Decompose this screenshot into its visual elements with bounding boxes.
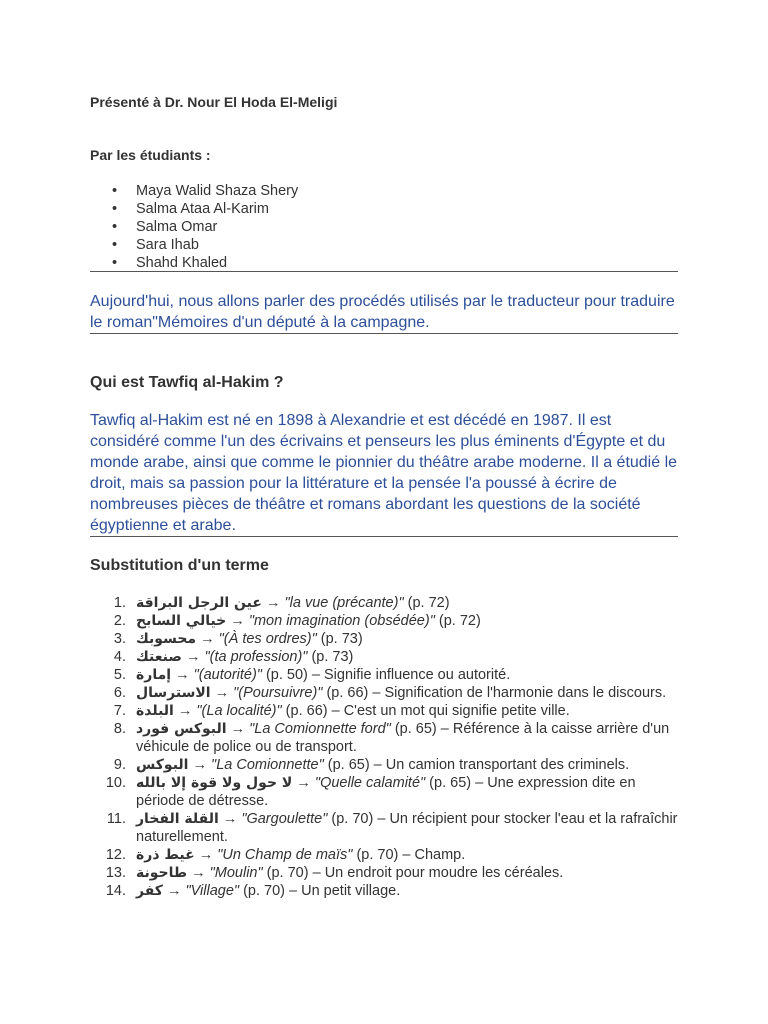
term-translation: "Un Champ de maïs" [217,847,353,863]
term-arrow: → [185,649,201,665]
term-item [90,702,680,720]
term-arrow: → [200,631,215,647]
term-item [90,810,680,846]
term-number: 3. [113,631,126,647]
term-arrow: → [192,757,208,773]
term-translation: "(La localité)" [196,703,282,719]
student-item: • Shahd Khaled [90,254,680,272]
term-description: (p. 73) [316,631,363,647]
student-item: • Sara Ihab [90,236,680,254]
terms-heading: Substitution d'un terme [90,557,269,574]
term-arabic: البلدة [136,703,174,719]
term-item [90,882,680,900]
term-arrow: → [230,721,246,737]
term-arabic: البوكس فورد [136,721,227,737]
term-number: 12. [105,847,126,863]
term-arabic: الاسترسال [136,685,211,701]
term-description: (p. 70) – Un endroit pour moudre les céréales. [262,865,564,881]
student-item: • Salma Omar [90,218,680,236]
term-arabic: طاحونة [136,865,188,881]
term-number: 7. [113,703,126,719]
term-arrow: → [166,883,182,899]
term-item [90,864,680,882]
term-description: (p. 66) – Signification de l'harmonie dans le discours. [322,685,667,701]
term-number: 1. [113,595,126,611]
term-arrow: → [198,847,214,863]
term-arabic: محسوبك [136,631,197,647]
term-item [90,756,680,774]
term-arabic: لا حول ولا قوة إلا بالله [136,775,293,791]
term-number: 14. [105,883,126,899]
term-translation: "Village" [185,883,240,899]
term-arabic: البوكس [136,757,189,773]
term-arrow: → [191,865,206,881]
intro-paragraph: Aujourd'hui, nous allons parler des procédés utilisés par le traducteur pour traduire le roman"Mémoires d'un député à la campagne. [90,293,675,331]
term-item [90,684,680,702]
term-translation: "(autorité)" [193,667,262,683]
divider [90,271,678,272]
term-item [90,720,680,756]
term-item [90,774,680,810]
term-item [90,846,680,864]
term-description: (p. 72) [403,595,450,611]
term-number: 10. [105,775,126,791]
term-arabic: القلة الفخار [136,811,219,827]
term-description: (p. 72) [434,613,481,629]
term-number: 2. [113,613,126,629]
term-description: (p. 65) – Référence à la caisse arrière d'un véhicule de police ou de transport. [136,721,670,755]
term-translation: "La Comionnette" [211,757,324,773]
term-number: 6. [113,685,126,701]
term-arabic: عين الرجل البراقة [136,595,262,611]
term-description: (p. 70) – Un récipient pour stocker l'eau et la rafraîchir naturellement. [136,811,678,845]
term-arabic: غيط ذرة [136,847,195,863]
term-description: (p. 65) – Un camion transportant des criminels. [323,757,630,773]
term-arrow: → [177,703,193,719]
term-translation: "Moulin" [209,865,263,881]
term-description: (p. 70) – Un petit village. [239,883,401,899]
term-translation: "Quelle calamité" [314,775,426,791]
term-translation: "La Comionnette ford" [249,721,391,737]
term-number: 11. [106,811,126,827]
term-translation: "mon imagination (obsédée)" [248,613,435,629]
students-heading: Par les étudiants : [90,147,211,163]
bio-paragraph: Tawfiq al-Hakim est né en 1898 à Alexandrie et est décédé en 1987. Il est considéré comme l'un des écrivains et penseurs les plus éminents d'Égypte et du monde arabe, ainsi que comme le pionnier du théâtre arabe moderne. Il a étudié le droit, mais sa passion pour la littérature et la pensée l'a poussé à écrire de nombreuses pièces de théâtre et romans abordant les questions de la société égyptienne et arabe. [90,412,678,534]
term-number: 5. [113,667,126,683]
term-number: 9. [113,757,126,773]
term-number: 8. [113,721,126,737]
term-arrow: → [175,667,190,683]
term-arabic: صنعتك [136,649,182,665]
term-translation: "Gargoulette" [241,811,328,827]
term-arabic: خيالي السابح [136,613,227,629]
term-arabic: إمارة [136,667,172,683]
term-arrow: → [265,595,281,611]
divider [90,536,678,537]
term-item [90,612,680,630]
presented-to-line: Présenté à Dr. Nour El Hoda El-Meligi [90,94,338,110]
terms-list [90,594,680,900]
term-description: (p. 70) – Champ. [352,847,466,863]
term-arrow: → [230,613,245,629]
term-item [90,630,680,648]
term-arabic: كفر [136,883,163,899]
term-translation: "(ta profession)" [204,649,308,665]
term-item [90,666,680,684]
term-translation: "(Poursuivre)" [233,685,323,701]
term-arrow: → [296,775,311,791]
term-arrow: → [222,811,238,827]
term-item [90,648,680,666]
term-number: 13. [105,865,126,881]
term-translation: "la vue (précante)" [284,595,404,611]
term-description: (p. 66) – C'est un mot qui signifie petite ville. [281,703,570,719]
student-item: • Salma Ataa Al-Karim [90,200,680,218]
divider [90,333,678,334]
student-list [90,182,680,272]
term-translation: "(À tes ordres)" [218,631,317,647]
term-description: (p. 73) [307,649,354,665]
bio-heading: Qui est Tawfiq al-Hakim ? [90,374,284,391]
term-item [90,594,680,612]
term-arrow: → [214,685,230,701]
term-number: 4. [113,649,126,665]
term-description: (p. 65) – Une expression dite en période de détresse. [136,775,636,809]
term-description: (p. 50) – Signifie influence ou autorité. [261,667,511,683]
student-item: • Maya Walid Shaza Shery [90,182,680,200]
